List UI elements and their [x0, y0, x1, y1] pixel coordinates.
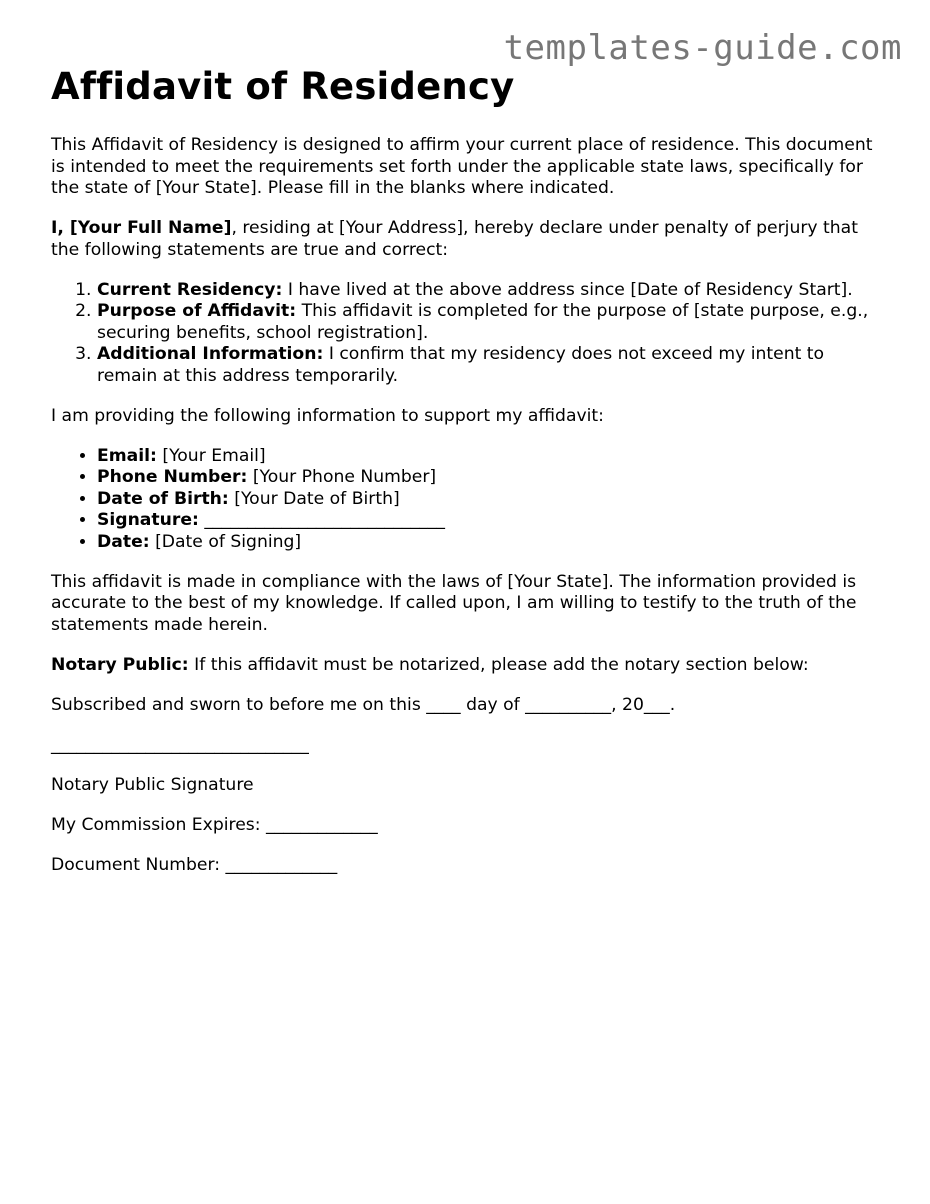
compliance-paragraph: This affidavit is made in compliance with the laws of [Your State]. The information provided is accurate to the best of my knowledge. If called upon, I am willing to testify to the truth of the statements made herein.	[51, 571, 857, 635]
detail-value: [Date of Signing]	[149, 531, 302, 552]
list-item	[97, 280, 881, 302]
details-list	[51, 446, 881, 554]
declarant-name: I, [Your Full Name]	[51, 218, 232, 238]
statements-list	[51, 280, 881, 388]
list-item	[97, 467, 881, 489]
statement-text: I have lived at the above address since [Date of Residency Start].	[282, 279, 853, 300]
declaration-text: , residing at [Your Address], hereby declare under penalty of perjury that the following statements are true and correct:	[51, 218, 858, 260]
statement-label: Current Residency:	[97, 279, 283, 300]
notary-text: If this affidavit must be notarized, please add the notary section below:	[188, 654, 809, 675]
detail-label: Date of Birth:	[97, 488, 229, 509]
detail-label: Email:	[97, 445, 157, 466]
sworn-statement: Subscribed and sworn to before me on this ____ day of __________, 20___.	[51, 694, 676, 715]
list-item	[97, 344, 881, 387]
document-body	[51, 64, 881, 895]
list-item	[97, 510, 881, 532]
detail-value: [Your Date of Birth]	[228, 488, 400, 509]
detail-value: [Your Email]	[156, 445, 266, 466]
page-title: Affidavit of Residency	[51, 65, 515, 108]
watermark: templates-guide.com	[503, 28, 902, 68]
list-item	[97, 446, 881, 468]
detail-label: Signature:	[97, 510, 199, 530]
detail-label: Phone Number:	[97, 467, 248, 487]
statement-text: This affidavit is completed for the purpose of [state purpose, e.g., securing benefits, school registration].	[97, 301, 869, 343]
detail-label: Date:	[97, 531, 150, 552]
notary-signature-line: ______________________________	[51, 734, 309, 755]
statement-label: Additional Information:	[97, 344, 324, 364]
detail-value: ____________________________	[198, 510, 445, 530]
statement-label: Purpose of Affidavit:	[97, 301, 297, 321]
notary-label: Notary Public:	[51, 654, 189, 675]
detail-value: [Your Phone Number]	[247, 467, 437, 487]
statement-text: I confirm that my residency does not exceed my intent to remain at this address temporarily.	[97, 344, 825, 386]
intro-paragraph: This Affidavit of Residency is designed to affirm your current place of residence. This document is intended to meet the requirements set forth under the applicable state laws, specifically for the state of [Your State]. Please fill in the blanks where indicated.	[51, 135, 873, 198]
commission-expires: My Commission Expires: _____________	[51, 814, 378, 835]
list-item	[97, 489, 881, 511]
support-intro: I am providing the following information to support my affidavit:	[51, 405, 604, 426]
declaration-paragraph	[51, 218, 881, 261]
notary-signature-caption: Notary Public Signature	[51, 774, 254, 795]
notary-paragraph	[51, 655, 881, 677]
document-number: Document Number: _____________	[51, 854, 338, 875]
list-item	[97, 532, 881, 554]
list-item	[97, 301, 881, 344]
